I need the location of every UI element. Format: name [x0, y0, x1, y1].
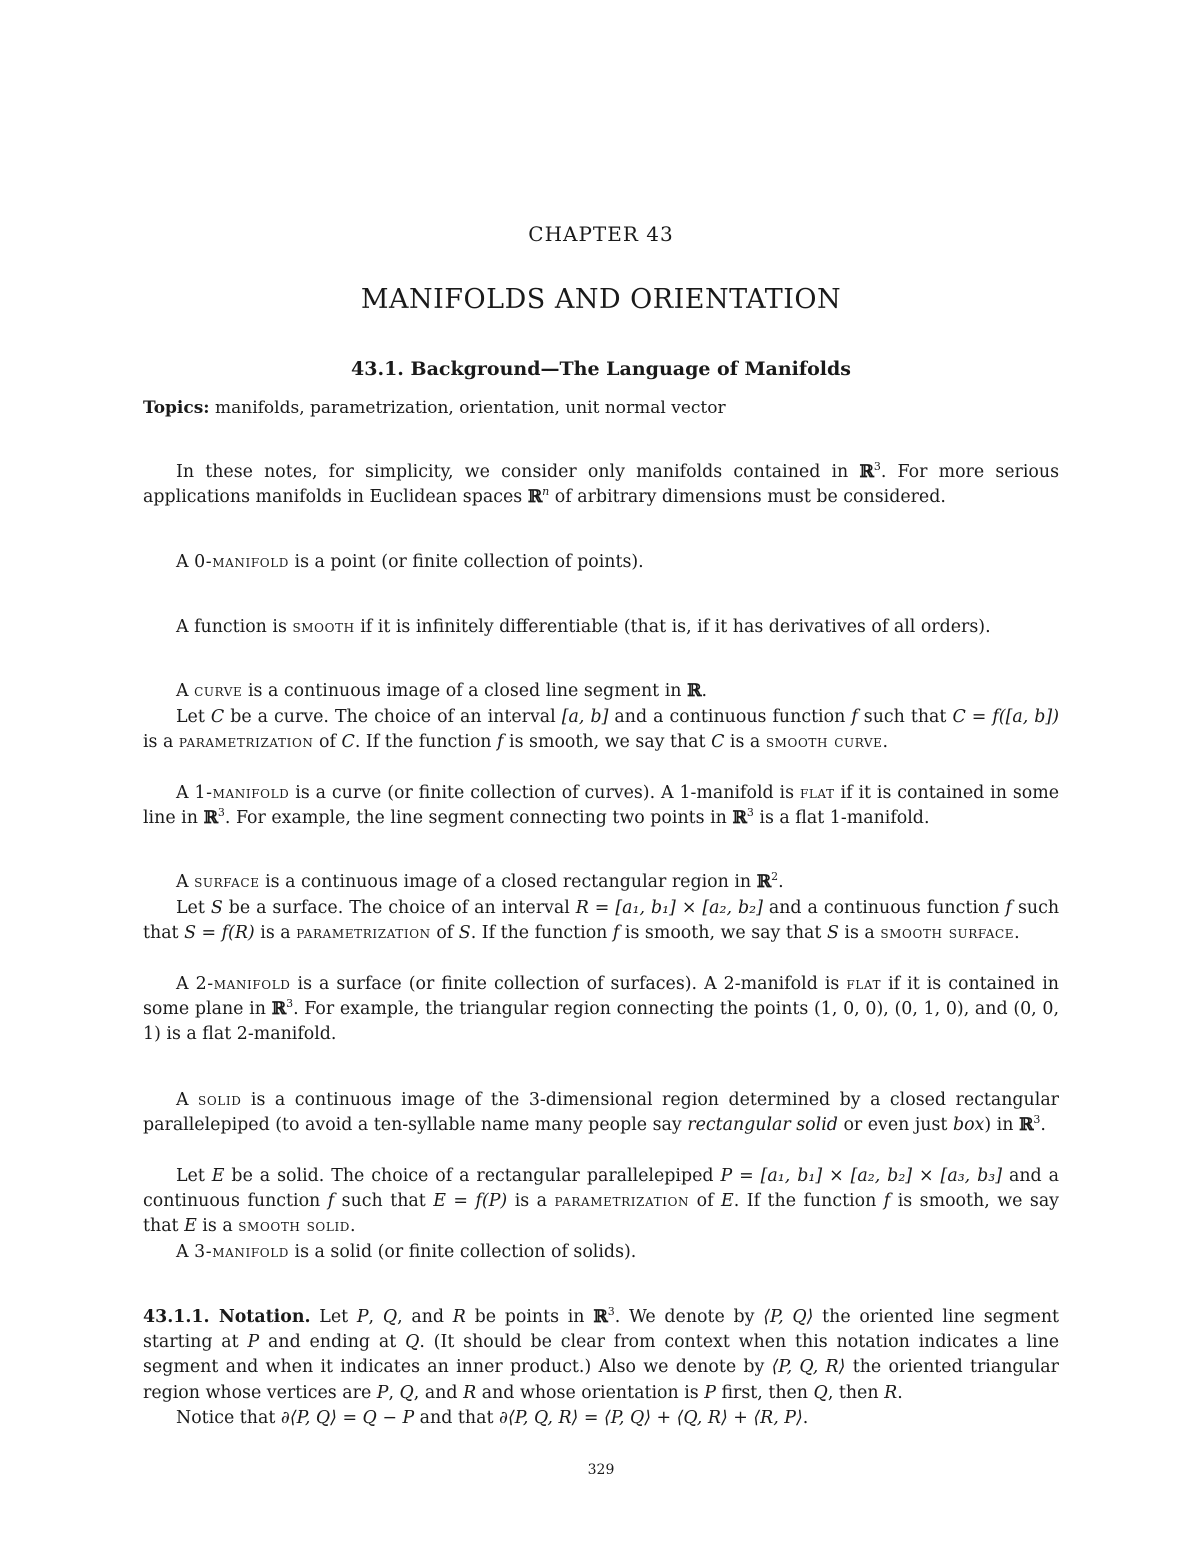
topics-label: Topics: [143, 398, 210, 418]
topics-text: manifolds, parametrization, orientation, unit normal vector [215, 398, 726, 418]
two-manifold-paragraph: A 2-manifold is a surface (or finite collection of surfaces). A 2-manifold is flat if it is contained in some plane in ℝ$^3$. For example, the triangular region connecting the points (1, 0, 0), (0, 1, 0), and (0, 0, 1) is a flat 2-manifold. [143, 974, 1060, 1045]
solid-definition: A solid is a continuous image of the 3-dimensional region determined by a closed rectangular parallelepiped (to avoid a ten-syllable name many people say rectangular solid or even just box) in ℝ$^3$. [143, 1090, 1059, 1136]
curve-parametrization-paragraph: Let C be a curve. The choice of an interval [a, b] and a continuous function f such that C = f([a, b]) is a parametrization of C. If the function f is smooth, we say that C is a smooth curve. [143, 707, 1059, 753]
topics-line [143, 398, 1059, 418]
zero-manifold-paragraph: A 0-manifold is a point (or finite collection of points). [176, 552, 644, 572]
surface-parametrization-paragraph: Let S be a surface. The choice of an interval R = [a₁, b₁] × [a₂, b₂] and a continuous function f such that S = f(R) is a parametrization of S. If the function f is smooth, we say that S is a smooth surface. [143, 898, 1060, 944]
page-number: 329 [587, 1462, 615, 1478]
section-heading: 43.1. Background—The Language of Manifolds [351, 358, 851, 380]
smooth-paragraph: A function is smooth if it is infinitely differentiable (that is, if it has derivatives of all orders). [176, 617, 991, 637]
solid-parametrization-paragraph: Let E be a solid. The choice of a rectangular parallelepiped P = [a₁, b₁] × [a₂, b₂] × [a₃, b₃] and a continuous function f such that E = f(P) is a parametrization of E. If the function f is smooth, we say that E is a smooth solid. [143, 1166, 1060, 1237]
notation-paragraph: 43.1.1. Notation. Let P, Q, and R be points in ℝ$^3$. We denote by ⟨P, Q⟩ the oriented line segment starting at P and ending at Q. (It should be clear from context when this notation indicates a line segment and when it indicates an inner product.) Also we denote by ⟨P, Q, R⟩ the oriented triangular region whose vertices are P, Q, and R and whose orientation is P first, then Q, then R. [143, 1305, 1060, 1403]
surface-definition: A surface is a continuous image of a closed rectangular region in ℝ$^2$. [176, 870, 784, 892]
one-manifold-paragraph: A 1-manifold is a curve (or finite collection of curves). A 1-manifold is flat if it is contained in some line in ℝ$^3$. For example, the line segment connecting two points in ℝ$^3$ is a flat 1-manifold. [143, 783, 1059, 829]
boundary-notation-paragraph: Notice that ∂⟨P, Q⟩ = Q − P and that ∂⟨P, Q, R⟩ = ⟨P, Q⟩ + ⟨Q, R⟩ + ⟨R, P⟩. [176, 1408, 809, 1428]
chapter-label: CHAPTER 43 [528, 222, 674, 246]
notation-heading: 43.1.1. Notation. [143, 1307, 311, 1327]
intro-paragraph: In these notes, for simplicity, we consider only manifolds contained in ℝ$^3$. For more serious applications manifolds in Euclidean spaces ℝ$^n$ of arbitrary dimensions must be considered. [143, 460, 1060, 508]
curve-definition: A curve is a continuous image of a closed line segment in ℝ. [176, 681, 707, 701]
three-manifold-paragraph: A 3-manifold is a solid (or finite collection of solids). [176, 1242, 637, 1262]
chapter-title: MANIFOLDS AND ORIENTATION [360, 284, 842, 315]
